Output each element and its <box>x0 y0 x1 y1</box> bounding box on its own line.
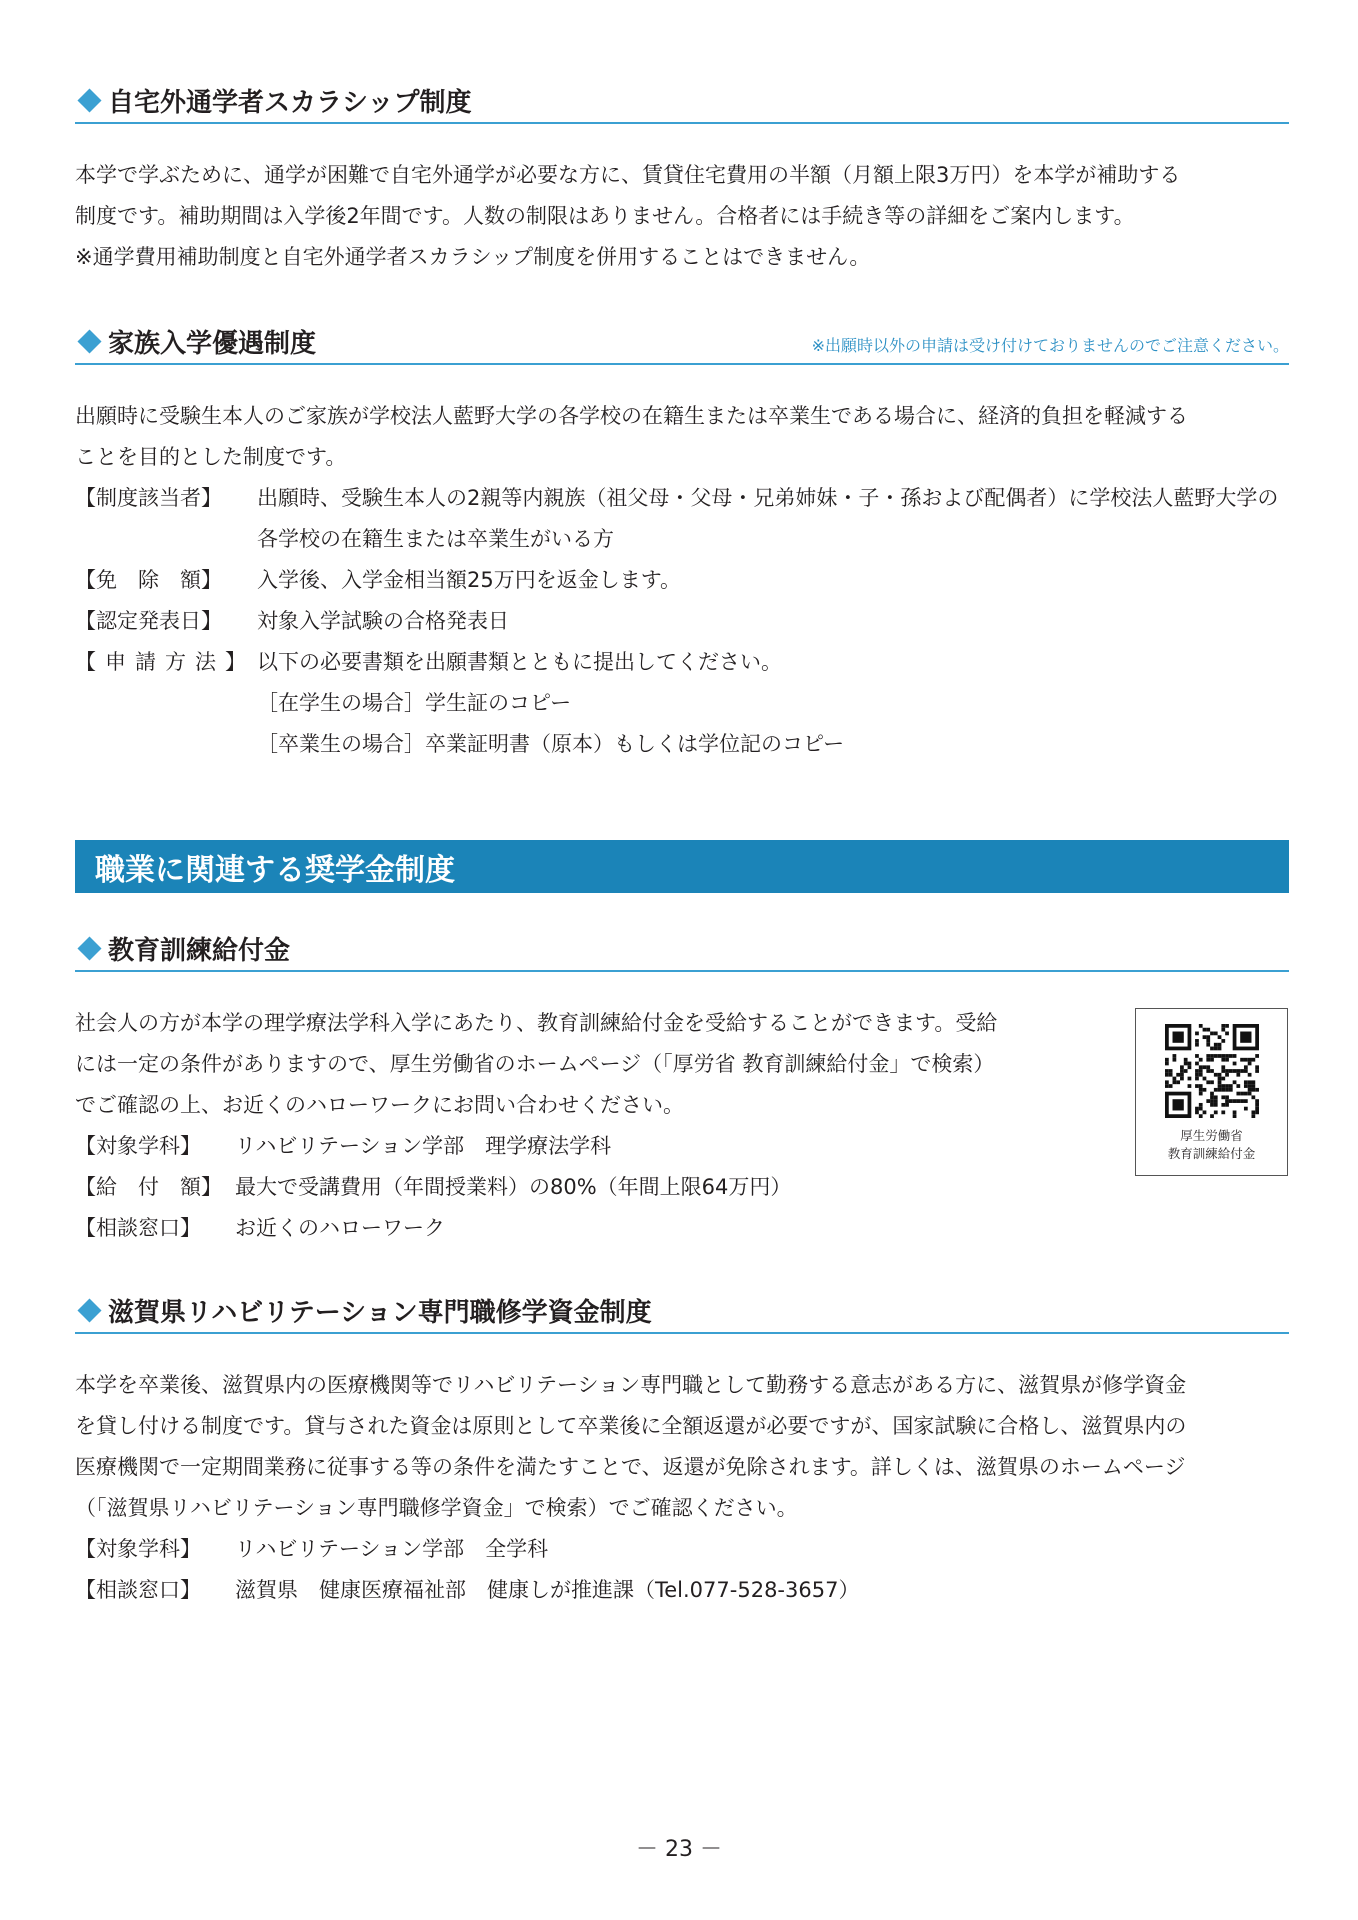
item-value: お近くのハローワーク <box>235 1216 445 1240</box>
body-line: 出願時に受験生本人のご家族が学校法人藍野大学の各学校の在籍生または卒業生である場合に、経済的負担を軽減する <box>75 404 1188 428</box>
body-line: 社会人の方が本学の理学療法学科入学にあたり、教育訓練給付金を受給することができます。受給 <box>75 1011 998 1035</box>
training-item-contact <box>75 1208 1135 1249</box>
family-doc-graduate <box>75 724 1287 765</box>
shiga-item-contact <box>75 1570 1265 1611</box>
qr-caption: 教育訓練給付金 <box>1167 1146 1256 1161</box>
application-note: ※出願時以外の申請は受け付けておりませんのでご注意ください。 <box>811 335 1289 355</box>
family-item-method <box>75 642 1287 683</box>
item-value: リハビリテーション学部 全学科 <box>235 1537 549 1561</box>
heading-text: 自宅外通学者スカラシップ制度 <box>108 87 472 118</box>
body-line: ことを目的とした制度です。 <box>75 445 347 469</box>
body-line: （「滋賀県リハビリテーション専門職修学資金」で検索）でご確認ください。 <box>75 1496 798 1520</box>
family-item-exemption <box>75 560 1287 601</box>
shiga-item-department <box>75 1529 1265 1570</box>
item-value: 対象入学試験の合格発表日 <box>257 609 509 633</box>
required-document: ［在学生の場合］学生証のコピー <box>257 691 572 715</box>
body-line: 制度です。補助期間は入学後2年間です。人数の制限はありません。合格者には手続き等の詳細をご案内します。 <box>75 204 1135 228</box>
body-line: を貸し付ける制度です。貸与された資金は原則として卒業後に全額返還が必要ですが、国家試験に合格し、滋賀県内の <box>75 1414 1187 1438</box>
item-label: 【免 除 額】 <box>75 568 222 592</box>
training-item-amount <box>75 1167 1135 1208</box>
item-value: リハビリテーション学部 理学療法学科 <box>235 1134 612 1158</box>
body-line: 医療機関で一定期間業務に従事する等の条件を満たすことで、返還が免除されます。詳しくは、滋賀県のホームページ <box>75 1455 1186 1479</box>
section-heading-shiga-fund <box>75 1288 1289 1334</box>
body-line: 本学で学ぶために、通学が困難で自宅外通学が必要な方に、賃貸住宅費用の半額（月額上限3万円）を本学が補助する <box>75 163 1181 187</box>
section-heading-training-benefit <box>75 926 1289 972</box>
shiga-fund-body <box>75 1365 1289 1529</box>
body-line: には一定の条件がありますので、厚生労働省のホームページ（「厚労省 教育訓練給付金」で検索） <box>75 1052 995 1076</box>
required-document: ［卒業生の場合］卒業証明書（原本）もしくは学位記のコピー <box>257 732 845 756</box>
section-heading-scholarship <box>75 78 1289 124</box>
item-value: 入学後、入学金相当額25万円を返金します。 <box>257 568 682 592</box>
qr-code-icon <box>1165 1024 1259 1118</box>
diamond-bullet-icon <box>77 329 101 353</box>
item-value: 最大で受講費用（年間授業料）の80%（年間上限64万円） <box>235 1175 792 1199</box>
item-label: 【申請方法】 <box>75 650 255 674</box>
diamond-bullet-icon <box>77 1298 101 1322</box>
item-label: 【制度該当者】 <box>75 486 222 510</box>
item-value: 滋賀県 健康医療福祉部 健康しが推進課（Tel.077-528-3657） <box>235 1578 860 1602</box>
heading-text: 家族入学優遇制度 <box>108 328 317 359</box>
diamond-bullet-icon <box>77 936 101 960</box>
item-label: 【対象学科】 <box>75 1537 201 1561</box>
item-label: 【認定発表日】 <box>75 609 222 633</box>
heading-text: 滋賀県リハビリテーション専門職修学資金制度 <box>108 1297 652 1328</box>
item-value: 以下の必要書類を出願書類とともに提出してください。 <box>257 650 782 674</box>
section-heading-family <box>75 319 1289 365</box>
scholarship-body <box>75 155 1289 278</box>
body-line: でご確認の上、お近くのハローワークにお問い合わせください。 <box>75 1093 684 1117</box>
item-value: 出願時、受験生本人の2親等内親族（祖父母・父母・兄弟姉妹・子・孫および配偶者）に学校法人藍野大学の各学校の在籍生または卒業生がいる方 <box>257 486 1279 551</box>
item-label: 【給 付 額】 <box>75 1175 222 1199</box>
item-label: 【対象学科】 <box>75 1134 201 1158</box>
section-banner: 職業に関連する奨学金制度 <box>75 840 1289 893</box>
family-body <box>75 396 1289 478</box>
training-item-department <box>75 1126 1135 1167</box>
family-item-eligibility <box>75 478 1287 560</box>
training-benefit-body <box>75 1003 1085 1126</box>
family-item-date <box>75 601 1287 642</box>
qr-caption: 厚生労働省 <box>1180 1128 1243 1143</box>
body-line: ※通学費用補助制度と自宅外通学者スカラシップ制度を併用することはできません。 <box>75 245 871 269</box>
item-label: 【相談窓口】 <box>75 1578 201 1602</box>
page-number: － 23 － <box>636 1837 722 1862</box>
diamond-bullet-icon <box>77 88 101 112</box>
item-label: 【相談窓口】 <box>75 1216 201 1240</box>
qr-code-box[interactable] <box>1135 1008 1288 1176</box>
heading-text: 教育訓練給付金 <box>108 935 291 966</box>
body-line: 本学を卒業後、滋賀県内の医療機関等でリハビリテーション専門職として勤務する意志がある方に、滋賀県が修学資金 <box>75 1373 1187 1397</box>
family-doc-current <box>75 683 1287 724</box>
